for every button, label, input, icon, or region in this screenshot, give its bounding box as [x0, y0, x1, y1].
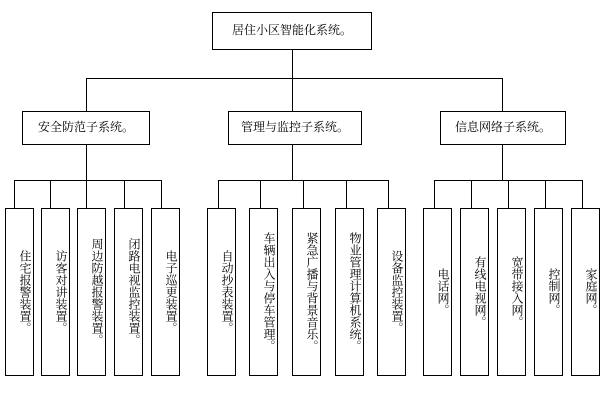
connector-branch1-drop-3 [86, 180, 87, 208]
leaf-node-3-3-label: 宽带接入网。 [510, 256, 524, 328]
leaf-node-2-3 [292, 208, 321, 376]
branch-node-1 [22, 111, 150, 145]
connector-branch1-bus [14, 180, 161, 181]
connector-level2-drop-3 [502, 78, 503, 111]
connector-level2-drop-2 [292, 78, 293, 111]
leaf-node-1-3 [77, 208, 106, 376]
leaf-node-1-1 [5, 208, 34, 376]
leaf-node-2-1-label: 自动抄表装置。 [220, 250, 234, 334]
connector-branch3-drop-5 [582, 180, 583, 208]
branch-node-3 [440, 111, 566, 145]
connector-branch3-drop-4 [545, 180, 546, 208]
leaf-node-1-2 [41, 208, 70, 376]
connector-branch2-drop-3 [303, 180, 304, 208]
leaf-node-3-4 [534, 208, 563, 376]
leaf-node-2-2-label: 车辆出入与停车管理。 [262, 232, 276, 352]
root-node-label: 居住小区智能化系统。 [231, 23, 352, 38]
connector-root-stem [292, 50, 293, 78]
branch-node-2-label: 管理与监控子系统。 [240, 120, 349, 135]
connector-branch2-drop-1 [218, 180, 219, 208]
leaf-node-1-4-label: 闭路电视监控装置。 [127, 238, 141, 346]
connector-branch1-drop-2 [50, 180, 51, 208]
leaf-node-3-3 [497, 208, 526, 376]
connector-branch3-drop-1 [434, 180, 435, 208]
leaf-node-3-1-label: 电话网。 [436, 268, 450, 316]
leaf-node-1-1-label: 住宅报警装置。 [18, 250, 32, 334]
leaf-node-1-4 [114, 208, 143, 376]
leaf-node-2-4-label: 物业管理计算机系统。 [348, 232, 362, 352]
branch-node-1-label: 安全防范子系统。 [37, 120, 134, 135]
leaf-node-3-1 [423, 208, 452, 376]
leaf-node-2-1 [207, 208, 236, 376]
branch-node-2 [228, 111, 362, 145]
connector-branch2-drop-4 [346, 180, 347, 208]
connector-branch2-drop-2 [260, 180, 261, 208]
leaf-node-3-5-label: 家庭网。 [584, 268, 598, 316]
branch-node-3-label: 信息网络子系统。 [454, 120, 551, 135]
leaf-node-3-2 [460, 208, 489, 376]
connector-level2-bus [86, 78, 502, 79]
connector-branch3-drop-2 [471, 180, 472, 208]
leaf-node-2-2 [249, 208, 278, 376]
connector-branch3-drop-3 [508, 180, 509, 208]
leaf-node-2-5-label: 设备监控装置。 [390, 250, 404, 334]
connector-branch3-stem [502, 145, 503, 180]
connector-branch2-drop-5 [388, 180, 389, 208]
leaf-node-3-2-label: 有线电视网。 [473, 256, 487, 328]
leaf-node-2-5 [377, 208, 406, 376]
leaf-node-2-4 [335, 208, 364, 376]
connector-branch1-drop-4 [124, 180, 125, 208]
leaf-node-1-2-label: 访客对讲装置。 [54, 250, 68, 334]
connector-branch2-stem [292, 145, 293, 180]
connector-branch1-drop-1 [14, 180, 15, 208]
leaf-node-1-5-label: 电子巡更装置。 [164, 250, 178, 334]
leaf-node-3-5 [571, 208, 600, 376]
connector-level2-drop-1 [86, 78, 87, 111]
connector-branch1-drop-5 [161, 180, 162, 208]
leaf-node-3-4-label: 控制网。 [547, 268, 561, 316]
leaf-node-1-3-label: 周边防越报警装置。 [90, 238, 104, 346]
leaf-node-2-3-label: 紧急广播与背景音乐。 [305, 232, 319, 352]
connector-branch1-stem [86, 145, 87, 180]
root-node [212, 12, 372, 50]
leaf-node-1-5 [151, 208, 180, 376]
